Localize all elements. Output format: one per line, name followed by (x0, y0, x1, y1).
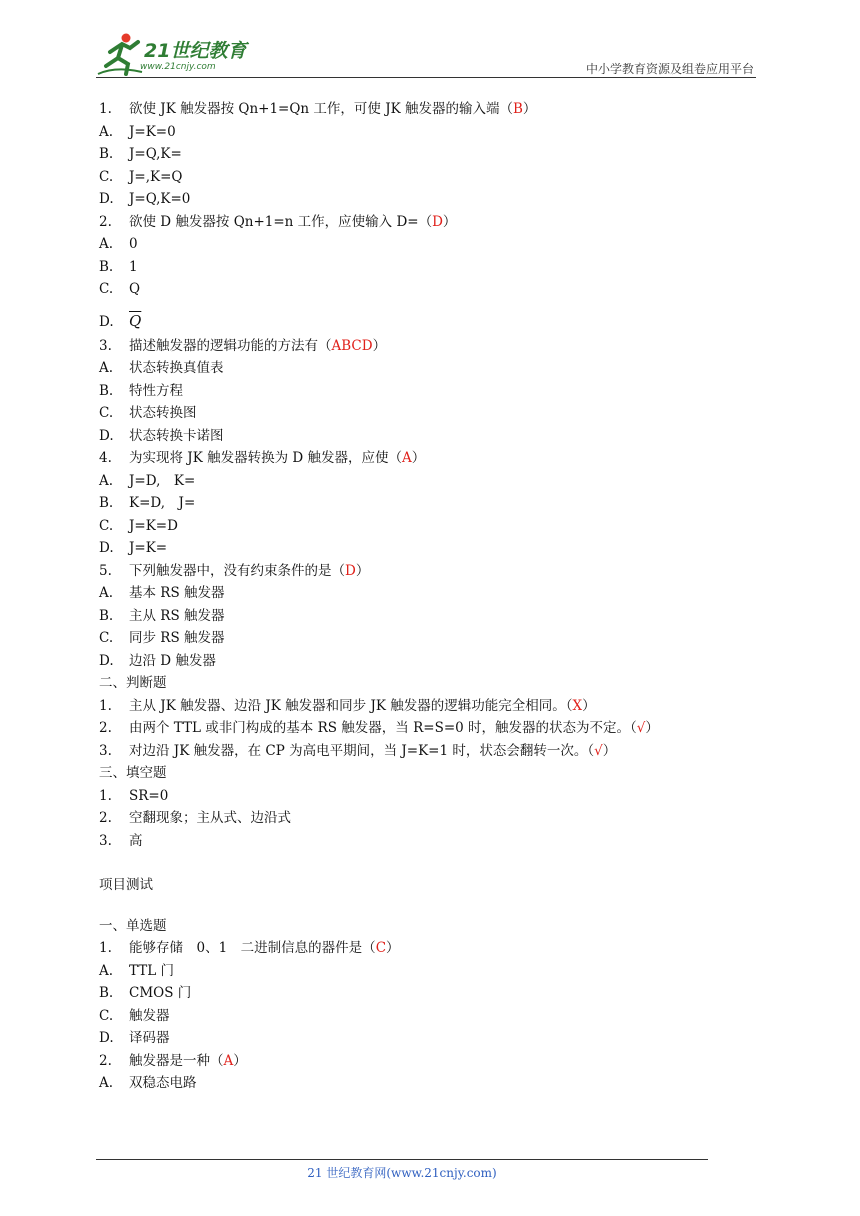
item-number: A. (99, 123, 114, 140)
list-item (99, 830, 759, 853)
item-text-end: ） (602, 742, 617, 759)
list-item (99, 211, 759, 234)
item-number: D. (99, 191, 114, 207)
item-text: J=K=D (129, 517, 178, 534)
item-text: 主从 RS 触发器 (129, 607, 225, 624)
item-number: 1. (99, 101, 112, 117)
platform-name: 中小学教育资源及组卷应用平台 (585, 62, 754, 76)
item-text: 下列触发器中，没有约束条件的是（ (129, 562, 345, 579)
item-number: D. (99, 652, 114, 669)
list-item (99, 121, 759, 144)
item-text: 特性方程 (129, 382, 183, 399)
item-number: D. (99, 1030, 114, 1046)
list-item (99, 627, 759, 650)
item-text: 二、判断题 (99, 675, 167, 691)
item-number: A. (99, 360, 114, 376)
item-text: 能够存储 0、1 二进制信息的器件是（ (129, 940, 376, 956)
list-item (99, 143, 759, 166)
answer-key: D (345, 562, 356, 579)
list-item (99, 605, 759, 628)
item-text: 欲使 D 触发器按 Qn+1=n 工作，应使输入 D=（ (129, 213, 433, 230)
list-item (99, 402, 759, 425)
item-text: 边沿 D 触发器 (129, 652, 216, 669)
list-item (99, 807, 759, 830)
item-text: 空翻现象；主从式、边沿式 (129, 810, 291, 826)
list-item (99, 301, 759, 335)
item-number: A. (99, 236, 114, 252)
item-number: A. (99, 472, 114, 489)
item-text: CMOS 门 (129, 985, 192, 1001)
list-item (99, 278, 759, 301)
item-number: D. (99, 313, 114, 330)
item-number: C. (99, 517, 114, 534)
item-text-end: ） (522, 101, 537, 117)
runner-logo-icon (96, 30, 146, 78)
list-item (99, 166, 759, 189)
item-text-end: ） (372, 337, 387, 354)
header-divider (96, 77, 756, 78)
item-number: 3. (99, 742, 112, 759)
item-text: 欲使 JK 触发器按 Qn+1=Qn 工作，可使 JK 触发器的输入端（ (129, 101, 513, 117)
list-item (99, 785, 759, 808)
logo-sub-text: www.21cnjy.com (140, 62, 216, 72)
document-body (99, 98, 759, 1095)
list-item (99, 537, 759, 560)
item-number: D. (99, 540, 114, 556)
item-text: J=,K=Q (129, 168, 183, 185)
list-item (99, 470, 759, 493)
page-footer: 21 世纪教育网(www.21cnjy.com) (307, 1166, 497, 1180)
item-text: 由两个 TTL 或非门构成的基本 RS 触发器，当 R=S=0 时，触发器的状态为不定。（ (129, 720, 637, 736)
item-text: 状态转换图 (129, 405, 197, 421)
item-text: 同步 RS 触发器 (129, 630, 225, 646)
item-number: B. (99, 382, 114, 399)
list-item (99, 560, 759, 583)
item-text: TTL 门 (129, 962, 175, 979)
item-number: C. (99, 168, 114, 185)
item-text: K=D, J= (129, 495, 196, 511)
item-number: 2. (99, 810, 112, 826)
answer-key: A (223, 1052, 234, 1069)
item-text-end: ） (582, 697, 596, 714)
list-item (99, 188, 759, 211)
item-number: 3. (99, 832, 112, 849)
list-item (99, 650, 759, 673)
item-text: J=K=0 (129, 123, 176, 140)
footer-divider (96, 1159, 708, 1160)
item-number: 1. (99, 940, 112, 956)
item-text: 高 (129, 832, 143, 849)
list-item (99, 1072, 759, 1095)
item-text: 主从 JK 触发器、边沿 JK 触发器和同步 JK 触发器的逻辑功能完全相同。（ (129, 697, 573, 714)
item-text: SR=0 (129, 787, 169, 804)
list-item (99, 915, 759, 938)
list-item (99, 672, 759, 695)
item-text: 为实现将 JK 触发器转换为 D 触发器，应使（ (129, 450, 402, 466)
item-text-end: ） (355, 562, 370, 579)
list-item (99, 335, 759, 358)
list-item (99, 492, 759, 515)
list-item (99, 425, 759, 448)
item-text-end: ） (411, 450, 426, 466)
list-item (99, 740, 759, 763)
item-text: 对边沿 JK 触发器，在 CP 为高电平期间，当 J=K=1 时，状态会翻转一次。（ (129, 742, 595, 759)
item-number: B. (99, 146, 114, 162)
item-number: 1. (99, 697, 112, 714)
item-number: B. (99, 607, 114, 624)
logo-main-text: 21世纪教育 (144, 40, 247, 62)
project-test-questions (99, 915, 759, 1095)
item-text: J=Q,K=0 (129, 191, 191, 207)
item-number: C. (99, 281, 114, 297)
item-number: B. (99, 258, 114, 275)
item-number: C. (99, 630, 114, 646)
list-item (99, 695, 759, 718)
item-text: 触发器 (129, 1007, 170, 1024)
answer-key: √ (594, 742, 603, 759)
list-item (99, 98, 759, 121)
answer-key: √ (636, 720, 646, 736)
answers-section-1 (99, 98, 759, 301)
item-number: D. (99, 427, 114, 444)
page-header (96, 30, 756, 78)
answer-key: D (432, 213, 443, 230)
list-item (99, 960, 759, 983)
item-text: 0 (129, 236, 138, 252)
item-number: 2. (99, 1052, 112, 1069)
list-item (99, 447, 759, 470)
item-text: 描述触发器的逻辑功能的方法有（ (129, 337, 332, 354)
item-text: 状态转换真值表 (129, 360, 224, 376)
list-item (99, 357, 759, 380)
answer-key: A (402, 450, 412, 466)
item-text: J=K= (129, 540, 168, 556)
item-text-end: ） (442, 213, 457, 230)
item-number: A. (99, 585, 114, 601)
list-item (99, 762, 759, 785)
list-item (99, 582, 759, 605)
item-number: C. (99, 1007, 114, 1024)
item-text: 一、单选题 (99, 917, 167, 934)
item-text-end: ） (386, 940, 400, 956)
item-text-end: ） (645, 720, 659, 736)
list-item (99, 233, 759, 256)
item-number: A. (99, 1075, 114, 1091)
item-text: 三、填空题 (99, 765, 167, 781)
list-item (99, 717, 759, 740)
item-text-end: ） (233, 1052, 247, 1069)
item-text: J=Q,K= (129, 146, 182, 162)
answer-key: B (512, 101, 523, 117)
item-text: 状态转换卡诺图 (129, 427, 224, 444)
item-number: 2. (99, 213, 112, 230)
item-number: 4. (99, 450, 112, 466)
item-text: J=D, K= (129, 472, 196, 489)
item-number: C. (99, 405, 114, 421)
item-number: 2. (99, 720, 112, 736)
item-text: 译码器 (129, 1030, 170, 1046)
item-text: 触发器是一种（ (129, 1052, 224, 1069)
item-number: A. (99, 962, 114, 979)
list-item (99, 256, 759, 279)
item-number: 3. (99, 337, 112, 354)
item-number: B. (99, 985, 114, 1001)
item-text: 基本 RS 触发器 (129, 585, 225, 601)
list-item (99, 1050, 759, 1073)
list-item (99, 982, 759, 1005)
list-item (99, 937, 759, 960)
list-item (99, 1027, 759, 1050)
answer-key: C (375, 940, 387, 956)
item-text: 双稳态电路 (129, 1075, 197, 1091)
answers-section-2 (99, 335, 759, 853)
item-number: B. (99, 495, 114, 511)
item-text: Q (129, 281, 141, 297)
answer-key: ABCD (331, 337, 373, 354)
list-item (99, 515, 759, 538)
site-logo (96, 30, 266, 78)
list-item (99, 1005, 759, 1028)
answer-key: X (572, 697, 583, 714)
q-bar-symbol: $\overline{Q}$ (129, 311, 142, 330)
project-test-title: 项目测试 (99, 877, 153, 893)
list-item (99, 380, 759, 403)
item-number: 5. (99, 562, 112, 579)
item-number: 1. (99, 787, 112, 804)
item-text: 1 (129, 258, 138, 275)
